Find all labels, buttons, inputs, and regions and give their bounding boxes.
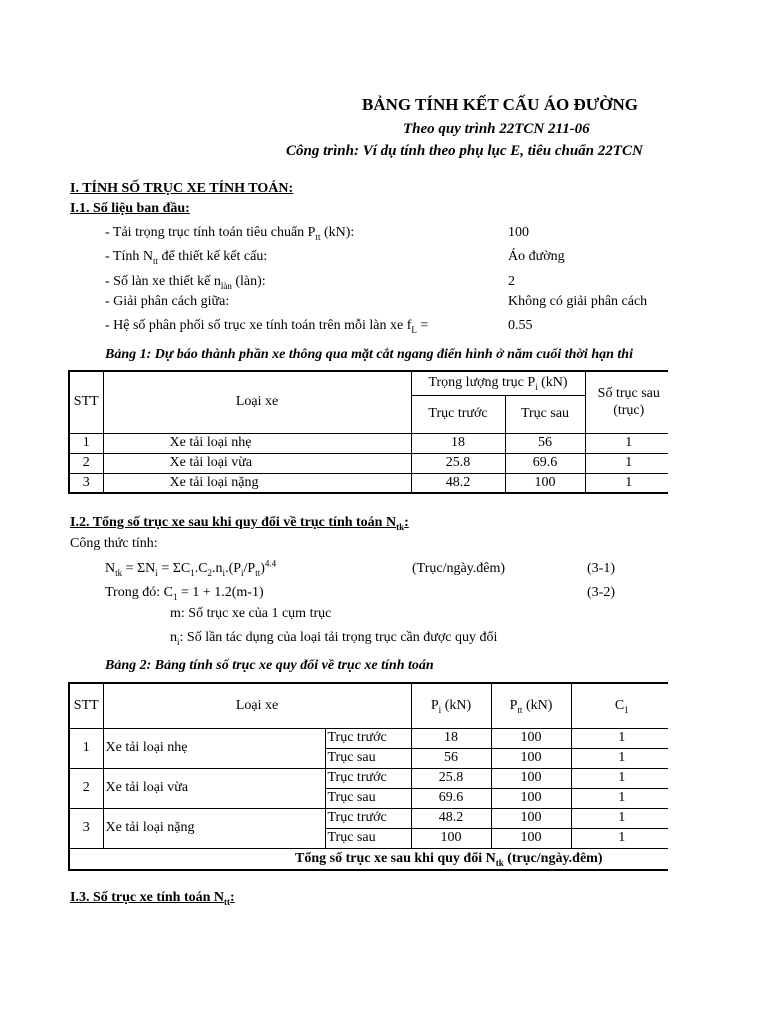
cell-ptt: 100: [491, 728, 571, 748]
cell-stt: 3: [69, 473, 103, 493]
cell-ptt: 100: [491, 808, 571, 828]
table1-header-stt: STT: [69, 371, 103, 433]
table1-header-front: Trục trước: [411, 395, 505, 433]
formula-label: Công thức tính:: [70, 536, 158, 551]
table2-header-type: Loại xe: [103, 683, 411, 728]
where-clause: Trong đó: $C_1 = 1 + 1.2(m-1)$: [105, 585, 264, 602]
cell-rear: 69.6: [505, 453, 585, 473]
cell-axle: Trục sau: [325, 748, 411, 768]
cell-front: 18: [411, 433, 505, 453]
table2-header-c1: $C_1$: [571, 683, 668, 728]
cell-pi: 18: [411, 728, 491, 748]
cell-c1: 1: [571, 788, 668, 808]
cell-type: Xe tải loại nặng: [103, 808, 325, 848]
where-ref: (3-2): [587, 585, 615, 600]
cell-type: Xe tải loại vừa: [103, 768, 325, 808]
cell-c1: 1: [571, 748, 668, 768]
cell-axle: Trục sau: [325, 828, 411, 848]
cell-ptt: 100: [491, 828, 571, 848]
formula-unit: (Trục/ngày.đêm): [412, 561, 506, 576]
cell-stt: 2: [69, 453, 103, 473]
cell-type: Xe tải loại nhẹ: [103, 433, 411, 453]
cell-axle: Trục sau: [325, 788, 411, 808]
cell-rear: 56: [505, 433, 585, 453]
param-label: - Tải trọng trục tính toán tiêu chuẩn $P_{tt}$ (kN):: [105, 225, 355, 242]
cell-axle: Trục trước: [325, 768, 411, 788]
table-row: [69, 433, 668, 453]
param-label: - Hệ số phân phối số trục xe tính toán trên mỗi làn xe $f_L$ =: [105, 318, 429, 335]
cell-c1: 1: [571, 768, 668, 788]
formula: $N_{tk} = \Sigma N_i = \Sigma C_1.C_2.n_i.(P_i/P_{tt})^{4.4}$: [105, 558, 277, 578]
param-label: - Tính $N_{tt}$ để thiết kế kết cấu:: [105, 249, 268, 266]
cell-axle: Trục trước: [325, 728, 411, 748]
table2-header-stt: STT: [69, 683, 103, 728]
section1-heading: I. TÍNH SỐ TRỤC XE TÍNH TOÁN:: [70, 181, 294, 196]
formula-ref: (3-1): [587, 561, 615, 576]
cell-c1: 1: [571, 828, 668, 848]
param-label: - Giải phân cách giữa:: [105, 294, 230, 309]
section1-sub-heading: I.1. Số liệu ban đầu:: [70, 201, 190, 216]
cell-front: 48.2: [411, 473, 505, 493]
table-row: [69, 728, 668, 748]
table-row: [69, 453, 668, 473]
page-title: BẢNG TÍNH KẾT CẤU ÁO ĐƯỜNG: [362, 95, 638, 114]
cell-type: Xe tải loại nặng: [103, 473, 411, 493]
table1-header-type: Loại xe: [103, 371, 411, 433]
table1-caption: Bảng 1: Dự báo thành phần xe thông qua mặt cắt ngang điển hình ở năm cuối thời hạn thi: [105, 347, 633, 362]
section2-heading: I.2. Tổng số trục xe sau khi quy đổi về trục tính toán $N_{tk}$:: [70, 515, 409, 532]
cell-pi: 100: [411, 828, 491, 848]
section3-heading: I.3. Số trục xe tính toán $N_{tt}$:: [70, 890, 235, 907]
cell-type: Xe tải loại nhẹ: [103, 728, 325, 768]
param-label: - Số làn xe thiết kế $n_{làn}$ (làn):: [105, 274, 266, 291]
cell-ptt: 100: [491, 768, 571, 788]
cell-pi: 25.8: [411, 768, 491, 788]
cell-ptt: 100: [491, 748, 571, 768]
param-value: Không có giải phân cách: [508, 294, 648, 309]
table1-header-weight: Trọng lượng trục $P_i$ (kN): [411, 371, 585, 395]
n-description: $n_i$: Số lần tác dụng của loại tải trọng trục cần được quy đổi: [170, 630, 498, 647]
table2-total-row: [69, 848, 668, 870]
cell-pi: 56: [411, 748, 491, 768]
cell-rear: 100: [505, 473, 585, 493]
table2-header-pi: $P_i$ (kN): [411, 683, 491, 728]
param-value: Áo đường: [508, 249, 565, 264]
table1: [68, 370, 668, 494]
cell-count: 1: [585, 473, 668, 493]
page-subtitle: Theo quy trình 22TCN 211-06: [403, 121, 590, 137]
param-value: 100: [508, 225, 529, 240]
cell-c1: 1: [571, 808, 668, 828]
cell-count: 1: [585, 453, 668, 473]
param-value: 2: [508, 274, 515, 289]
cell-axle: Trục trước: [325, 808, 411, 828]
cell-front: 25.8: [411, 453, 505, 473]
cell-ptt: 100: [491, 788, 571, 808]
cell-stt: 1: [69, 433, 103, 453]
cell-pi: 69.6: [411, 788, 491, 808]
cell-c1: 1: [571, 728, 668, 748]
table1-header-count: Số trục sau (trục): [585, 371, 668, 433]
table-row: [69, 808, 668, 828]
cell-stt: 1: [69, 728, 103, 768]
m-description: m: Số trục xe của 1 cụm trục: [170, 606, 332, 621]
table2: [68, 682, 668, 871]
cell-pi: 48.2: [411, 808, 491, 828]
cell-type: Xe tải loại vừa: [103, 453, 411, 473]
table2-total-label: Tổng số trục xe sau khi quy đổi $N_{tk}$ (trục/ngày.đêm): [69, 848, 668, 870]
table2-caption: Bảng 2: Bảng tính số trục xe quy đổi về trục xe tính toán: [105, 658, 434, 673]
cell-count: 1: [585, 433, 668, 453]
table1-header-rear: Trục sau: [505, 395, 585, 433]
param-value: 0.55: [508, 318, 533, 333]
table-row: [69, 768, 668, 788]
cell-stt: 2: [69, 768, 103, 808]
project-name: Công trình: Ví dụ tính theo phụ lục E, tiêu chuẩn 22TCN: [286, 143, 643, 159]
table2-header-ptt: $P_{tt}$ (kN): [491, 683, 571, 728]
table-row: [69, 473, 668, 493]
cell-stt: 3: [69, 808, 103, 848]
